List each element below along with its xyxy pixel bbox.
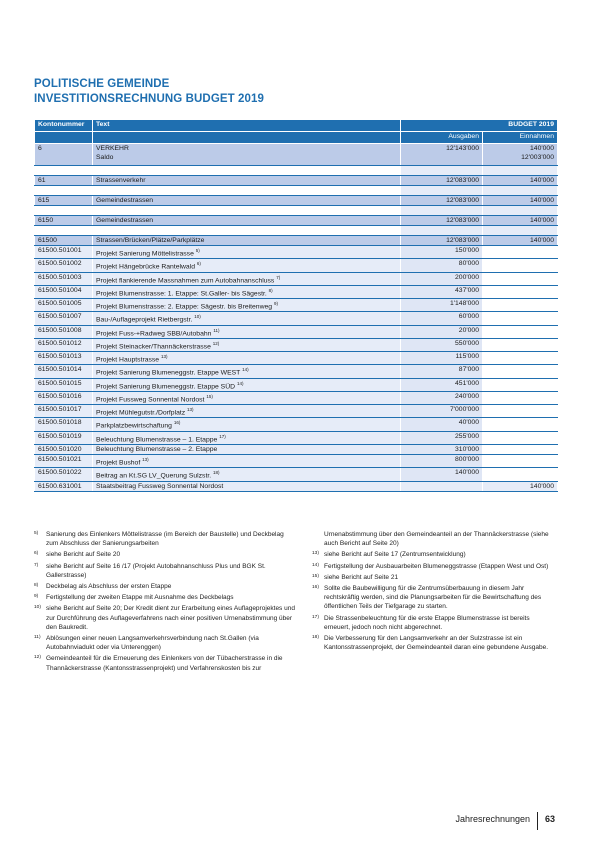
konto-cell: 61500.501013 [35, 352, 93, 365]
konto-cell: 6150 [35, 216, 93, 226]
footnote-ref: 12) [212, 340, 220, 346]
konto-cell: 61500.501020 [35, 444, 93, 454]
footnote-ref: 13) [187, 407, 194, 413]
konto-cell: 6 [35, 144, 93, 166]
item-text: Projekt Fuss-+Radweg SBB/Autobahn [96, 329, 212, 337]
footnote-text: Urnenabstimmung über den Gemeindeanteil an der Thannäckerstrasse (siehe auch Bericht auf Seite 20) [324, 531, 549, 548]
einnahmen-cell [483, 378, 558, 391]
footnote-number: 5) [34, 531, 39, 536]
header-ausgaben: Ausgaben [401, 132, 483, 144]
einnahmen-cell [483, 365, 558, 378]
einnahmen-cell: 140'000 [483, 236, 558, 246]
item-text: Projekt Sanierung Blumeneggstr. Etappe SÜD [96, 382, 236, 390]
einnahmen-cell [483, 444, 558, 454]
group-row-615 [35, 196, 558, 206]
footnote-ref: 18) [213, 470, 220, 476]
einnahmen-cell [483, 454, 558, 467]
footnote-number: 17) [312, 614, 319, 620]
item-text: Projekt Fussweg Sonnental Nordost [96, 396, 205, 404]
einnahmen-cell [483, 272, 558, 285]
einnahmen-cell: 140'000 [483, 196, 558, 206]
footnote-number: 12) [34, 655, 41, 661]
title-line-2: INVESTITIONSRECHNUNG BUDGET 2019 [34, 92, 265, 105]
header-text: Text [93, 120, 401, 132]
table-row [35, 312, 558, 325]
einnahmen-cell [483, 312, 558, 325]
konto-cell: 61 [35, 176, 93, 186]
table-row [35, 378, 558, 391]
footnote-ref: 16) [173, 420, 181, 426]
footnote-ref: 13) [160, 354, 168, 360]
footer-divider [537, 812, 538, 830]
ausgaben-cell: 12'083'000 [401, 176, 483, 186]
footnote-number: 8) [34, 583, 39, 589]
footnote-number: 9) [34, 594, 39, 600]
einnahmen-cell [483, 352, 558, 365]
footnote-text: siehe Bericht auf Seite 16 /17 (Projekt Autobahnanschluss Plus und BGK St. Gallerstrasse) [46, 562, 266, 579]
group-row-6 [35, 144, 558, 166]
footnote [312, 584, 557, 612]
group-row-61 [35, 176, 558, 186]
table-row [35, 285, 558, 298]
item-text: Staatsbeitrag Fussweg Sonnental Nordost [96, 482, 224, 490]
table-row [35, 352, 558, 365]
footnote [34, 593, 297, 602]
einnahmen-cell [483, 405, 558, 418]
group-row-6150 [35, 216, 558, 226]
item-text: Parkplatzbewirtschaftung [96, 422, 172, 430]
einnahmen-cell [483, 468, 558, 481]
table-row [35, 454, 558, 467]
einnahmen-cell: 140'000 [483, 216, 558, 226]
footnotes-right-column [312, 530, 557, 654]
header-einnahmen: Einnahmen [483, 132, 558, 144]
konto-cell: 61500.501004 [35, 285, 93, 298]
ausgaben-cell: 12'143'000 [401, 144, 483, 166]
table-row [35, 405, 558, 418]
footnote [312, 550, 557, 559]
ausgaben-cell: 800'000 [401, 454, 483, 467]
footnote-number: 6) [34, 551, 39, 557]
header-kontonummer: Kontonummer [35, 120, 93, 132]
footnote [34, 604, 297, 632]
footnote-ref: 5) [195, 248, 200, 253]
footnote [312, 573, 557, 582]
page-title [34, 77, 264, 106]
spacer-row [35, 206, 558, 216]
footnote [312, 614, 557, 632]
title-line-1: POLITISCHE GEMEINDE [34, 78, 170, 90]
konto-cell: 61500 [35, 236, 93, 246]
table-row [35, 481, 558, 491]
item-text: Projekt Sanierung Möttelistrasse [96, 250, 194, 258]
ausgaben-cell: 12'083'000 [401, 216, 483, 226]
item-text: Projekt Hängebrücke Rantelwald [96, 263, 195, 271]
einnahmen-cell [483, 391, 558, 404]
konto-cell: 61500.501001 [35, 246, 93, 259]
group-text: Gemeindestrassen [93, 216, 401, 226]
table-row [35, 299, 558, 312]
footnote-text: Sollte die Baubewilligung für die Zentrumsüberbauung in diesem Jahr rechtskräftig werden, sind die Planungsarbeiten für die Bewirtschaftung des öffentlichen Teils der Tiefgarage zu starten. [324, 585, 542, 611]
footnote-ref: 7) [276, 274, 281, 280]
ausgaben-cell: 200'000 [401, 272, 483, 285]
einnahmen-cell [483, 325, 558, 338]
konto-cell: 61500.501021 [35, 454, 93, 467]
item-text: Bau-/Auflageprojekt Rietbergstr. [96, 316, 193, 324]
group-text: Strassen/Brücken/Plätze/Parkplätze [93, 236, 401, 246]
footnote-text: Fertigstellung der Ausbauarbeiten Blumeneggstrasse (Etappen West und Ost) [324, 562, 549, 570]
ausgaben-cell: 87'000 [401, 365, 483, 378]
header-budget-2019: BUDGET 2019 [401, 120, 558, 132]
item-text: Projekt Steinacker/Thannäckerstrasse [96, 343, 211, 351]
group-row-61500 [35, 236, 558, 246]
ausgaben-cell: 451'000 [401, 378, 483, 391]
group-text: Strassenverkehr [93, 176, 401, 186]
footnote [34, 634, 297, 652]
ausgaben-cell: 115'000 [401, 352, 483, 365]
footnote-text: siehe Bericht auf Seite 21 [324, 573, 399, 581]
footnote [34, 582, 297, 591]
footnote-ref: 9) [273, 301, 278, 307]
footnote-ref: 10) [194, 314, 201, 320]
konto-cell: 61500.501008 [35, 325, 93, 338]
table-row [35, 365, 558, 378]
footnote-number: 15) [312, 573, 319, 579]
konto-cell: 61500.501022 [35, 468, 93, 481]
konto-cell: 61500.501019 [35, 431, 93, 444]
einnahmen-cell [483, 418, 558, 431]
footer-label: Jahresrechnungen [455, 814, 530, 824]
table-row [35, 391, 558, 404]
footnote-text: Sanierung des Einlenkers Möttelistrasse (im Bereich der Baustelle) und Deckbelag zum Abschluss der Sanierungsarbeiten [46, 531, 284, 548]
item-text: Beitrag an Kt.SG LV_Querung Sulzstr. [96, 472, 212, 480]
spacer-row [35, 166, 558, 176]
footnote-text: siehe Bericht auf Seite 20 [46, 551, 121, 559]
footnote [34, 530, 297, 548]
einnahmen-cell: 140'000 [530, 145, 554, 152]
einnahmen-cell [483, 299, 558, 312]
einnahmen-cell [483, 338, 558, 351]
einnahmen-cell [483, 246, 558, 259]
table-subheader-row [35, 132, 558, 144]
footnote-number: 18) [312, 635, 319, 641]
konto-cell: 61500.501015 [35, 378, 93, 391]
footnote-text: Ablösungen einer neuen Langsamverkehrsverbindung nach St.Gallen (via Autobahnviadukt oder via Unterenggen) [46, 635, 259, 652]
footnote-text: Gemeindeanteil für die Erneuerung des Einlenkers von der Tübacherstrasse in die Thannäckerstrasse (Kantonsstrassenprojekt) und Verfahrenskosten bis zur [46, 655, 283, 672]
table-row [35, 338, 558, 351]
item-text: Beleuchtung Blumenstrasse – 1. Etappe [96, 435, 218, 443]
footnote-ref: 14) [242, 367, 249, 373]
table-row [35, 325, 558, 338]
einnahmen-cell: 140'000 [483, 176, 558, 186]
footnote-ref: 15) [206, 393, 213, 399]
footnote-ref: 13) [142, 456, 149, 462]
einnahmen-cell [483, 285, 558, 298]
table-header-row [35, 120, 558, 132]
footnote-number: 16) [312, 585, 319, 591]
footnote-text: Die Verbesserung für den Langsamverkehr an der Sulzstrasse ist ein Kantonsstrassenprojekt, der Gemeindeanteil daran eine gebundene Ausgabe. [324, 635, 549, 652]
ausgaben-cell: 60'000 [401, 312, 483, 325]
ausgaben-cell: 140'000 [401, 468, 483, 481]
budget-table [34, 119, 558, 492]
ausgaben-cell [401, 481, 483, 491]
footnote-ref: 11) [213, 327, 220, 333]
ausgaben-cell: 437'000 [401, 285, 483, 298]
table-row [35, 431, 558, 444]
ausgaben-cell: 310'000 [401, 444, 483, 454]
footnote-number: 7) [34, 562, 39, 568]
group-text: Gemeindestrassen [93, 196, 401, 206]
konto-cell: 61500.501007 [35, 312, 93, 325]
konto-cell: 61500.501018 [35, 418, 93, 431]
table-row [35, 259, 558, 272]
footnote-text: siehe Bericht auf Seite 20; Der Kredit dient zur Erarbeitung eines Auflageprojektes und zur Durchführung des Auflageverfahrens nach einer positiven Urnenabstimmung über den Baukredit. [46, 605, 295, 631]
footnote-text: Deckbelag als Abschluss der ersten Etappe [46, 583, 172, 591]
footnotes-left-column [34, 530, 297, 675]
footnote-ref: 8) [268, 287, 273, 293]
saldo-label: Saldo [96, 154, 114, 161]
einnahmen-cell: 140'000 [483, 481, 558, 491]
table-row [35, 468, 558, 481]
footnote [34, 550, 297, 559]
footnote-ref: 6) [196, 261, 201, 267]
spacer-row [35, 226, 558, 236]
ausgaben-cell: 20'000 [401, 325, 483, 338]
ausgaben-cell: 7'000'000 [401, 405, 483, 418]
ausgaben-cell: 240'000 [401, 391, 483, 404]
footnote-number: 13) [312, 551, 319, 557]
item-text: Projekt Sanierung Blumeneggstr. Etappe WEST [96, 369, 241, 377]
spacer-row [35, 186, 558, 196]
footnote-continuation [312, 530, 557, 548]
footnote [34, 654, 297, 672]
konto-cell: 61500.501012 [35, 338, 93, 351]
item-text: Projekt Blumenstrasse: 2. Etappe: Sägestr. bis Breitenweg [96, 303, 273, 311]
konto-cell: 61500.501005 [35, 299, 93, 312]
footnote [34, 562, 297, 580]
ausgaben-cell: 12'083'000 [401, 196, 483, 206]
footnote-number: 14) [312, 562, 319, 568]
ausgaben-cell: 255'000 [401, 431, 483, 444]
footnote [312, 562, 557, 571]
ausgaben-cell: 80'000 [401, 259, 483, 272]
page-number: 63 [545, 814, 556, 824]
footnote [312, 634, 557, 652]
einnahmen-cell [483, 431, 558, 444]
footnote-ref: 14) [236, 380, 244, 386]
table-row [35, 444, 558, 454]
table-row [35, 246, 558, 259]
footnote-number: 11) [34, 635, 41, 641]
table-row [35, 272, 558, 285]
item-text: Projekt Bushof [96, 459, 141, 467]
footnote-text: siehe Bericht auf Seite 17 (Zentrumsentwicklung) [324, 551, 466, 559]
ausgaben-cell: 550'000 [401, 338, 483, 351]
footnote-ref: 17) [219, 433, 226, 439]
saldo-value: 12'003'000 [521, 154, 554, 161]
item-text: Projekt Mühlegutstr./Dorfplatz [96, 409, 186, 417]
konto-cell: 61500.501017 [35, 405, 93, 418]
ausgaben-cell: 12'083'000 [401, 236, 483, 246]
footnote-text: Fertigstellung der zweiten Etappe mit Ausnahme des Deckbelags [46, 594, 234, 602]
footnote-number: 10) [34, 605, 41, 611]
item-text: Beleuchtung Blumenstrasse – 2. Etappe [96, 445, 218, 453]
konto-cell: 615 [35, 196, 93, 206]
konto-cell: 61500.501002 [35, 259, 93, 272]
item-text: Projekt Hauptstrasse [96, 356, 160, 364]
ausgaben-cell: 40'000 [401, 418, 483, 431]
konto-cell: 61500.631001 [35, 481, 93, 491]
konto-cell: 61500.501014 [35, 365, 93, 378]
ausgaben-cell: 1'148'000 [401, 299, 483, 312]
table-row [35, 418, 558, 431]
konto-cell: 61500.501016 [35, 391, 93, 404]
group-text: VERKEHR [96, 145, 129, 152]
item-text: Projekt Blumenstrasse: 1. Etappe: St.Galler- bis Sägestr. [96, 290, 267, 298]
item-text: Projekt flankierende Massnahmen zum Autobahnanschluss [96, 276, 275, 284]
konto-cell: 61500.501003 [35, 272, 93, 285]
ausgaben-cell: 150'000 [401, 246, 483, 259]
einnahmen-cell [483, 259, 558, 272]
footnote-text: Die Strassenbeleuchtung für die erste Etappe Blumenstrasse ist bereits erneuert, jedoch noch nicht abgerechnet. [324, 614, 530, 631]
